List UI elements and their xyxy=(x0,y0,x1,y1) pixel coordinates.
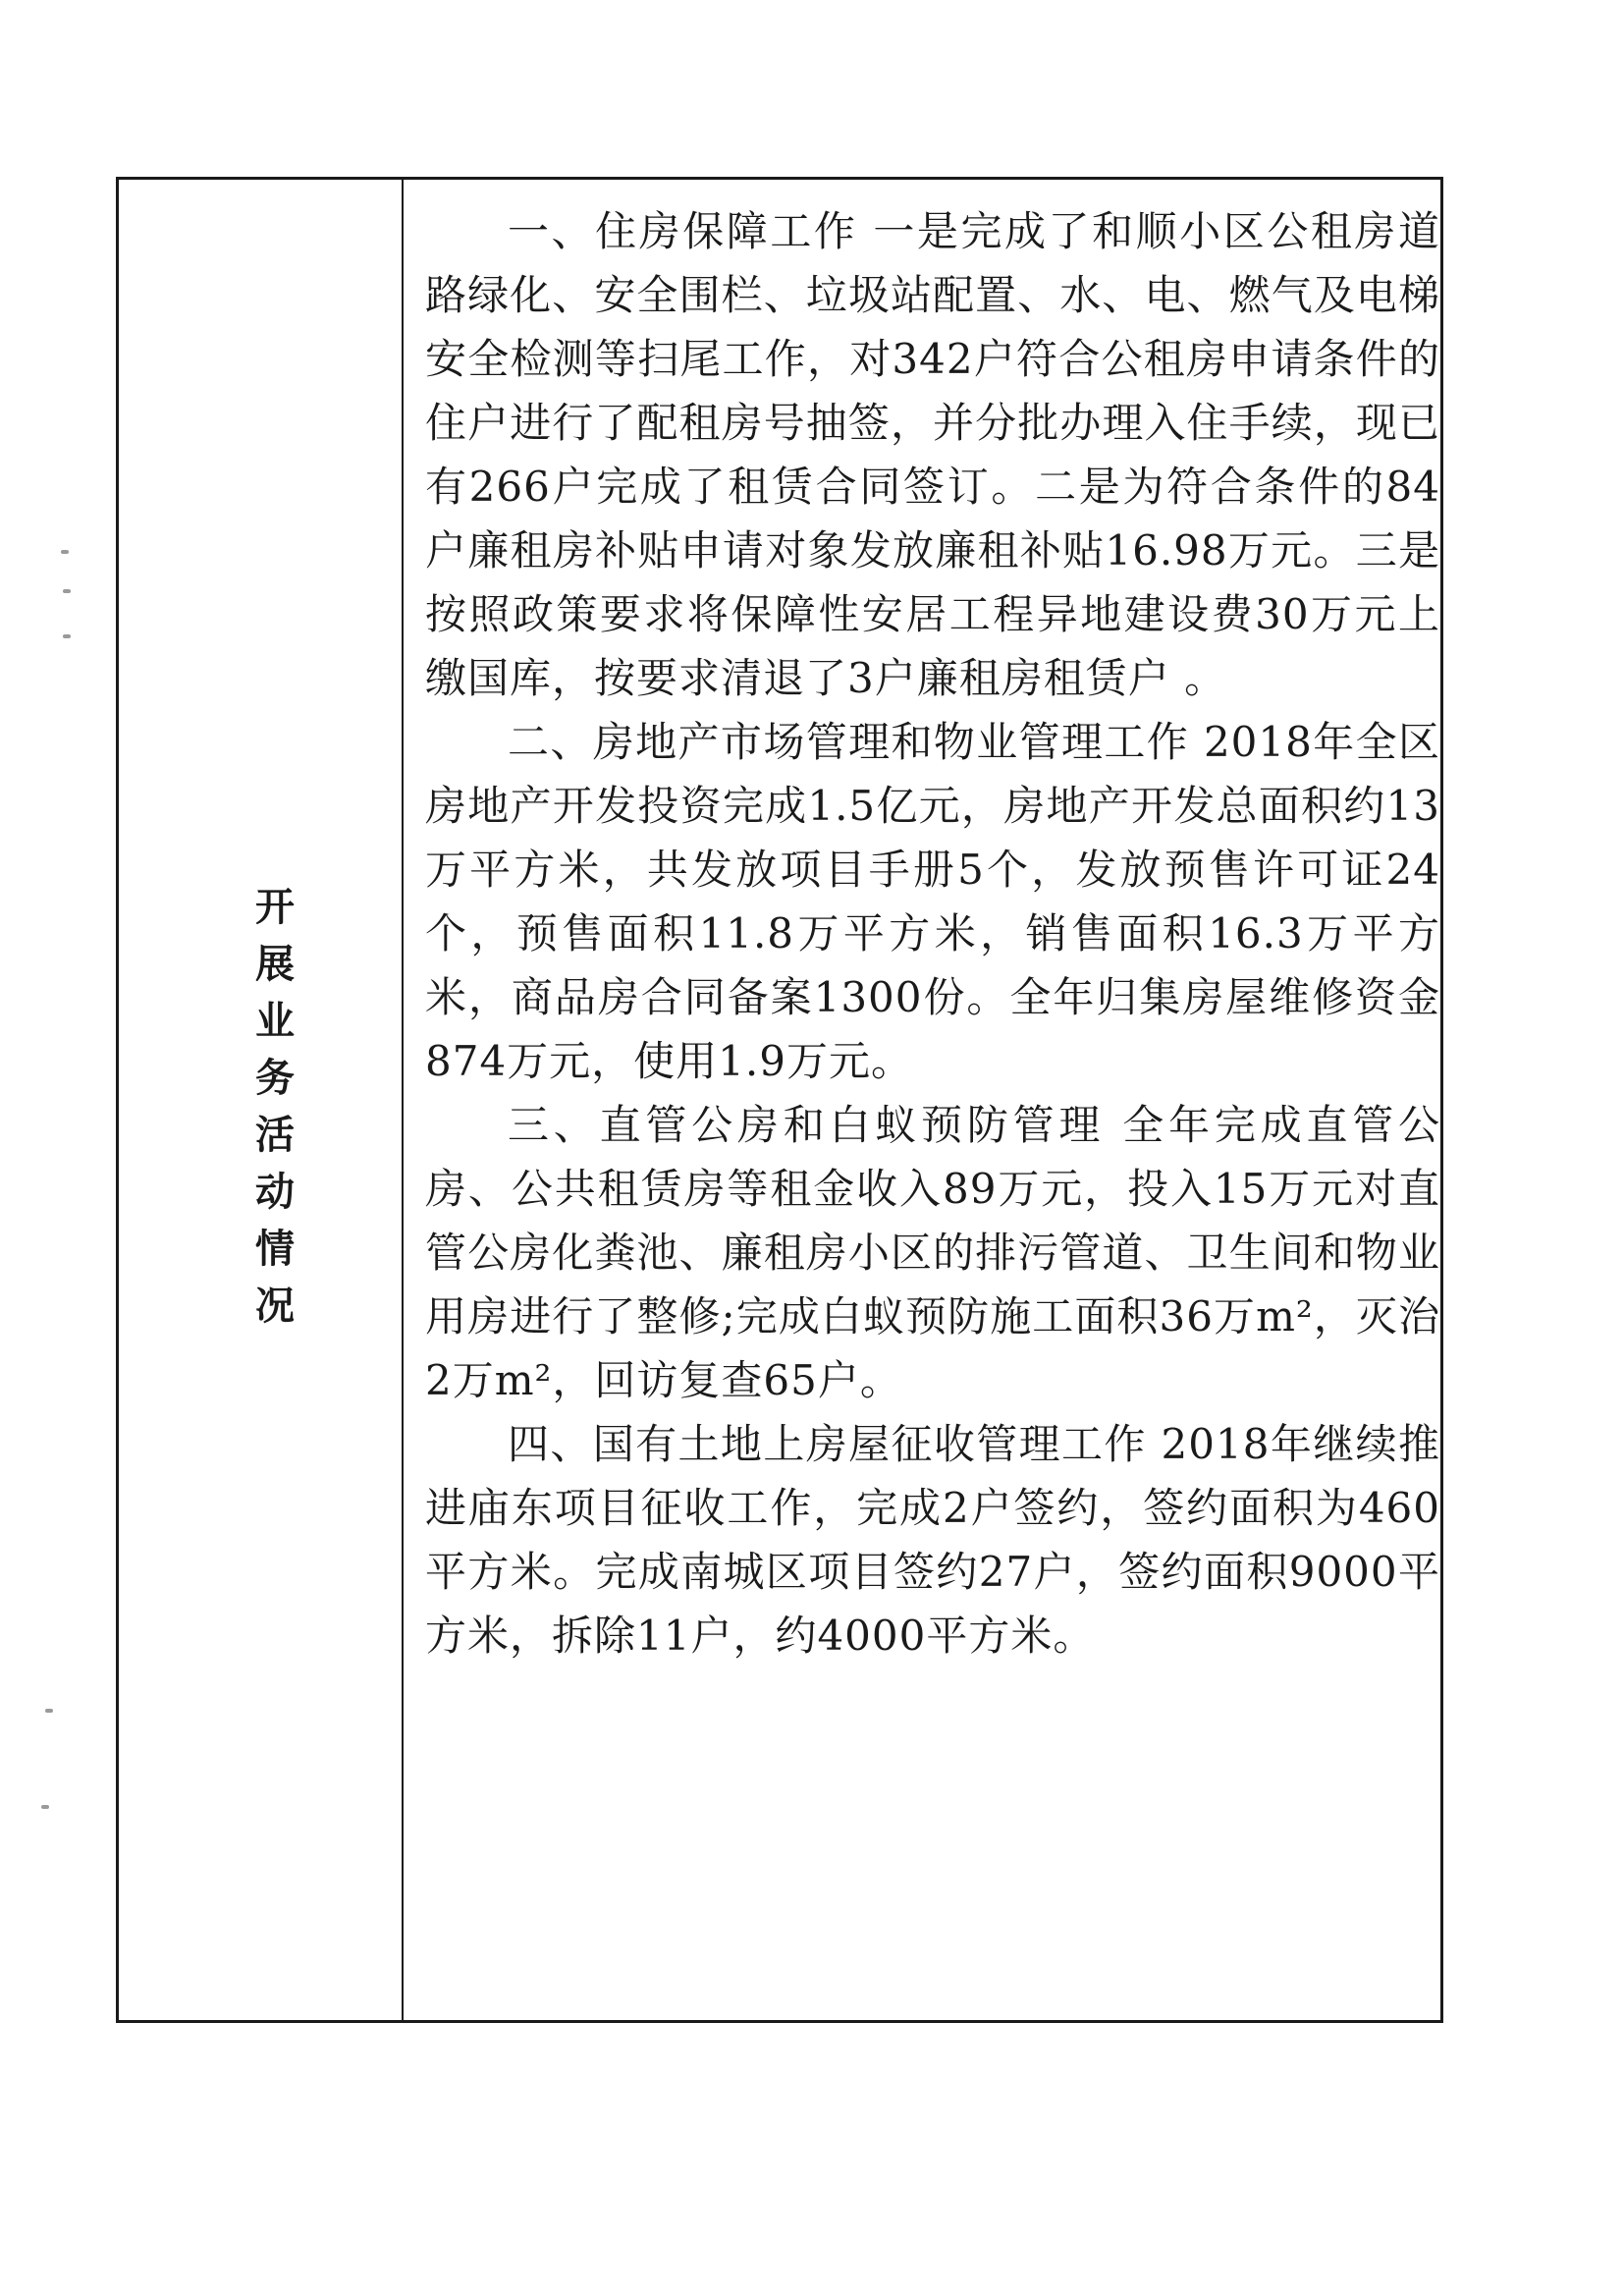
scan-speck xyxy=(61,550,69,554)
paragraph-expropriation xyxy=(425,1412,1440,1667)
scan-speck xyxy=(63,634,71,638)
paragraph-body: 一是完成了和顺小区公租房道路绿化、安全围栏、垃圾站配置、水、电、燃气及电梯安全检测等扫尾工作，对342户符合公租房申请条件的住户进行了配租房号抽签，并分批办理入住手续，现已有266户完成了租赁合同签订。二是为符合条件的84户廉租房补贴申请对象发放廉租补贴16.98万元。三是按照政策要求将保障性安居工程异地建设费30万元上缴国库，按要求清退了3户廉租房租赁户 。 xyxy=(425,207,1440,702)
row-label-char: 展 xyxy=(255,941,295,987)
paragraph-public-housing-termite xyxy=(425,1093,1440,1412)
paragraph-heading: 二、房地产市场管理和物业管理工作 xyxy=(508,718,1190,766)
paragraph-real-estate-market xyxy=(425,710,1440,1093)
paragraph-body: 2018年继续推进庙东项目征收工作，完成2户签约，签约面积为460平方米。完成南城区项目签约27户，签约面积9000平方米，拆除11户，约4000平方米。 xyxy=(425,1420,1440,1660)
scan-speck xyxy=(63,589,71,593)
paragraph-heading: 一、住房保障工作 xyxy=(508,207,858,255)
row-label-char: 务 xyxy=(255,1055,295,1101)
row-label-char: 开 xyxy=(255,884,295,930)
paragraph-heading: 三、直管公房和白蚁预防管理 xyxy=(508,1101,1106,1149)
paragraph-body: 2018年全区房地产开发投资完成1.5亿元，房地产开发总面积约13万平方米，共发放项目手册5个，发放预售许可证24个，预售面积11.8万平方米，销售面积16.3万平方米，商品房合同备案1300份。全年归集房屋维修资金874万元，使用1.9万元。 xyxy=(425,718,1440,1085)
row-label-char: 况 xyxy=(255,1283,295,1329)
paragraph-heading: 四、国有土地上房屋征收管理工作 xyxy=(508,1420,1147,1468)
paragraph-body: 全年完成直管公房、公共租赁房等租金收入89万元，投入15万元对直管公房化粪池、廉租房小区的排污管道、卫生间和物业用房进行了整修;完成白蚁预防施工面积36万m²，灭治2万m²，回访复查65户。 xyxy=(425,1101,1440,1404)
row-label xyxy=(245,879,304,1335)
scan-speck xyxy=(41,1805,49,1809)
scan-speck xyxy=(45,1709,53,1713)
row-label-char: 活 xyxy=(255,1112,295,1158)
row-label-char: 业 xyxy=(255,998,295,1044)
row-label-char: 情 xyxy=(255,1226,295,1272)
paragraph-housing-security xyxy=(425,199,1440,710)
activity-content xyxy=(425,199,1440,1667)
row-label-char: 动 xyxy=(255,1169,295,1215)
